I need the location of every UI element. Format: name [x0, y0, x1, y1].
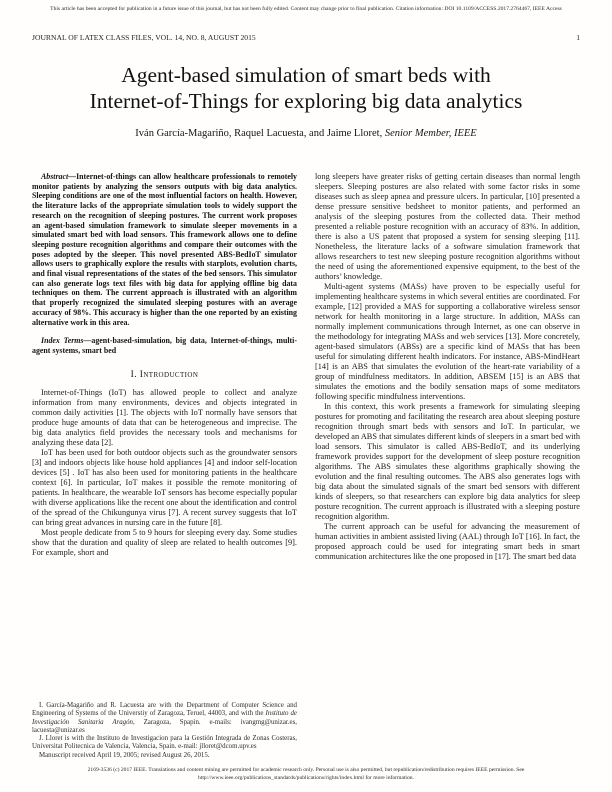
body-paragraph-aal: The current approach can be useful for advancing the measurement of human activities in ambient assisted living (AAL) through IoT [16]. In fact, the proposed approach could be used for integrating smart beds in smart communication architectures like the one proposed in [17]. The smart bed data: [315, 522, 580, 561]
author-names: Iván García-Magariño, Raquel Lacuesta, and Jaime Lloret,: [135, 128, 385, 139]
author-line: [40, 128, 572, 139]
copyright-line-1: 2169-3536 (c) 2017 IEEE. Translations and content mining are permitted for academic research only. Personal use is also permitted, but republication/redistribution requires IEEE permission. See: [87, 767, 525, 773]
title-line-1: Agent-based simulation of smart beds with: [121, 63, 491, 87]
acceptance-notice: This article has been accepted for publication in a future issue of this journal, but has not been fully edited. Content may change prior to final publication. Citation information: DOI 10.1109/ACCESS.2017.2764467, IEEE Access: [50, 6, 562, 12]
body-paragraph-continuation: long sleepers have greater risks of getting certain diseases than normal length sleepers. Sleeping postures are also related with some factor risks in some diseases such as sleep apnea and pressure ulcers. In particular, [10] presented a dense pressure sensitive bedsheet to monitor patients, and performed an analysis of the sleeping postures from the collected data. Their method presented a reliable posture recognition with an accuracy of 83%. In addition, there is also a US patent that proposed a system for sensing sleeping [11]. Nonetheless, the literature lacks of a software simulation framework that allows researchers to test new sleeping posture recognition algorithms without the need of using the aforementioned expensive equipment, to the best of the authors’ knowledge.: [315, 172, 580, 281]
intro-paragraph-2: IoT has been used for both outdoor objects such as the groundwater sensors [3] and indoors objects like house hold appliances [4] and indoor self-location devices [5] . IoT has also been used for monitoring patients in the healthcare context [6]. In particular, IoT makes it possible the remote monitoring of patients. In healthcare, the wearable IoT sensors has become especially popular with diverse applications like the recent one about the identification and control of the spread of the Chikungunya virus [7]. A recent survey suggests that IoT can bring great advances in nursing care in the future [8].: [32, 447, 297, 527]
footnote-affiliation-2: J. Lloret is with the Instituto de Investigacion para la Gestión Integrada de Zonas Costeras, Universitat Politecnica de Valencia, Valencia, Spain. e-mail: jlloret@dcom.upv.es: [32, 735, 297, 751]
copyright-footer: [20, 767, 592, 782]
author-footnotes: [32, 702, 297, 760]
right-column: [315, 172, 580, 760]
running-header: [32, 33, 580, 42]
body-paragraph-mas: Multi-agent systems (MASs) have proven to be especially useful for implementing healthcare systems in which several entities are coordinated. For example, [12] provided a MAS for supporting a collaborative wireless sensor network for health monitoring in a large structure. In addition, MASs can normally implement communications through Internet, as one can observe in the methodology for integrating MASs and web services [13]. More concretely, agent-based simulators (ABSs) are a specific kind of MASs that has been useful for simulating different health indicators. For instance, ABS-MindHeart [14] is an ABS that simulates the evolution of the heart-rate variability of a group of mindfulness meditators. In addition, ABSEM [15] is an ABS that simulates the emotions and the bodily sensation maps of some meditators following specific mindfulness interventions.: [315, 282, 580, 401]
body-paragraph-framework: In this context, this work presents a framework for simulating sleeping postures for promoting and facilitating the research area about sleeping posture recognition through smart beds with sensors and IoT. In particular, we developed an ABS that simulates different kinds of sleepers in a smart bed with load sensors. This simulator is called ABS-BedIoT, and its underlying framework provides support for the development of sleep posture recognition algorithms. The ABS simulates these algorithms graphically showing the evolution and the final resulting outcomes. The ABS also generates logs with big data about the simulated signals of the smart bed sensors with different kinds of sleepers, so that researchers can explore big data analytics for sleep posture recognition. The current approach is illustrated with a sleeping posture recognition algorithm.: [315, 402, 580, 521]
index-terms: [32, 336, 297, 355]
two-column-body: [32, 172, 580, 760]
footnote-1-institute: Instituto de Investigación Sanitaria Aragón: [32, 710, 297, 726]
footnote-1-text: I. García-Magariño and R. Lacuesta are with the Department of Computer Science and Engineering of Systems of the Universtiy of Zaragoza, Teruel, 44003, and with the: [32, 701, 297, 718]
title-line-2: Internet-of-Things for exploring big data analytics: [89, 89, 523, 113]
page-number: 1: [576, 33, 580, 42]
index-terms-text: agent-based-simulation, big data, Internet-of-things, multi-agent systems, smart bed: [32, 336, 297, 355]
footnote-affiliation-1: [32, 702, 297, 735]
abstract-label: Abstract—: [41, 172, 77, 181]
section-heading-introduction: I. Introduction: [130, 369, 199, 380]
intro-paragraph-1: Internet-of-Things (IoT) has allowed people to collect and analyze information from many environments, devices and objects integrated in common daily activities [1]. The objects with IoT normally have sensors that produce huge amounts of data that can be heterogeneous and imprecise. The big data analytics field provides the necessary tools and mechanisms for analyzing these data [2].: [32, 387, 297, 447]
abstract-text: Internet-of-things can allow healthcare professionals to remotely monitor patients by analyzing the sensors outputs with big data analytics. Sleeping conditions are one of the most influential factors on health. However, the literature lacks of the appropriate simulation tools to widely support the research on the recognition of sleeping postures. The current work proposes an agent-based simulation framework to simulate sleeper movements in a simulated smart bed with load sensors. This framework allows one to define sleeping posture recognition algorithms and compare their outcomes with the poses adopted by the sleeper. This novel presented ABS-BedIoT simulator allows users to graphically explore the results with starplots, evolution charts, and final visual representations of the states of the bed sensors. This simulator can also generate logs text files with big data for applying offline big data techniques on them. The current approach is illustrated with an algorithm that properly recognized the simulated sleeping postures with an average accuracy of 98%. This accuracy is higher than the one reported by an existing alternative work in this area.: [32, 172, 297, 327]
journal-header: JOURNAL OF LATEX CLASS FILES, VOL. 14, NO. 8, AUGUST 2015: [32, 33, 256, 42]
footnote-1-emails: , Zaragoza, Spapin. e-mails: ivangmg@unizar.es, lacuesta@unizar.es: [32, 718, 297, 734]
author-membership: Senior Member, IEEE: [384, 128, 477, 139]
abstract: [32, 172, 297, 327]
intro-paragraph-3: Most people dedicate from 5 to 9 hours for sleeping every day. Some studies show that the duration and quality of sleep are related to health outcomes [9]. For example, short and: [32, 527, 297, 557]
index-terms-label: Index Terms—: [41, 336, 92, 346]
left-column: [32, 172, 297, 760]
paper-title: [40, 62, 572, 114]
footnote-manuscript: Manuscript received April 19, 2005; revised August 26, 2015.: [39, 751, 210, 759]
copyright-line-2: http://www.ieee.org/publications_standards/publications/rights/index.html for more information.: [198, 774, 414, 781]
